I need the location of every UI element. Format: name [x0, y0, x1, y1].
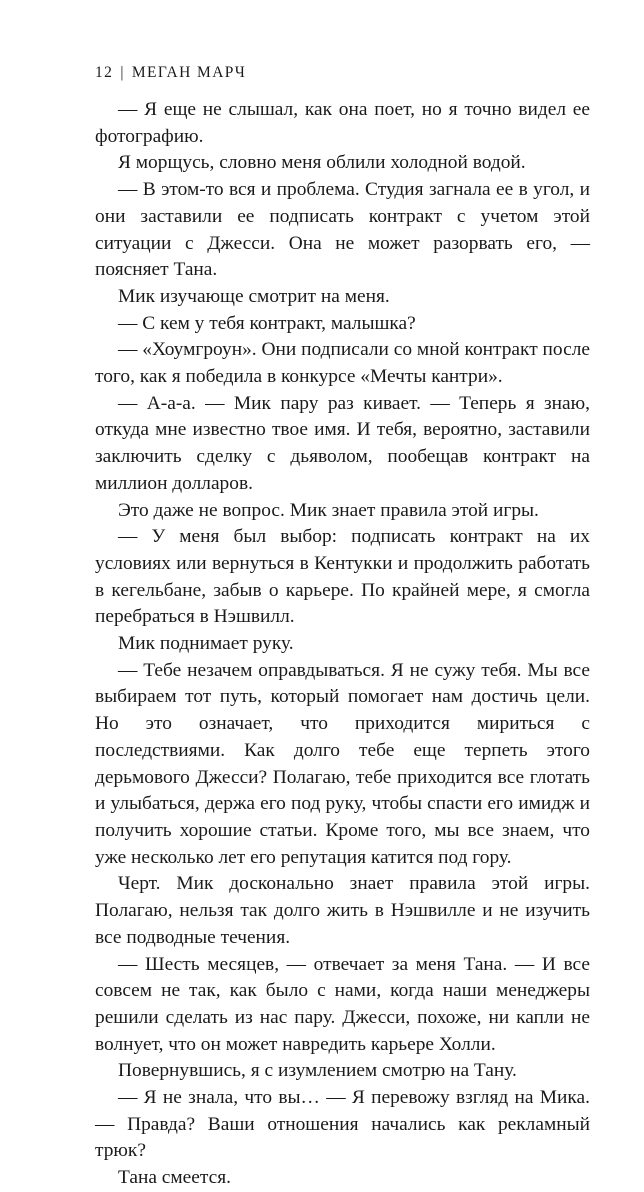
paragraph: — Я еще не слышал, как она поет, но я точно видел ее фотографию. — [95, 99, 590, 147]
body-text — [95, 97, 590, 1192]
page-number: 12 — [95, 64, 114, 81]
paragraph: — Я не знала, что вы… — Я перевожу взгляд на Мика. — Правда? Ваши отношения начались как рекламный трюк? — [95, 1087, 590, 1162]
paragraph: — С кем у тебя контракт, малышка? — [118, 312, 416, 334]
paragraph: Черт. Мик досконально знает правила этой игры. Полагаю, нельзя так долго жить в Нэшвилле и не изучить все подводные течения. — [95, 873, 590, 948]
running-title: МЕГАН МАРЧ — [131, 64, 247, 81]
paragraph: — Шесть месяцев, — отвечает за меня Тана. — И все совсем не так, как было с нами, когда наши менеджеры решили сделать из нас пару. Джесси, похоже, ни капли не волнует, что он может навредить карьере Холли. — [95, 953, 590, 1055]
paragraph: — «Хоумгроун». Они подписали со мной контракт после того, как я победила в конкурсе «Мечты кантри». — [95, 339, 590, 388]
running-header — [95, 64, 246, 82]
header-separator: | — [120, 64, 125, 81]
paragraph: — В этом-то вся и проблема. Студия загнала ее в угол, и они заставили ее подписать контракт с учетом этой ситуации с Джесси. Она не может разорвать его, — поясняет Тана. — [95, 179, 590, 281]
paragraph: Я морщусь, словно меня облили холодной водой. — [118, 152, 526, 174]
paragraph: — У меня был выбор: подписать контракт на их условиях или вернуться в Кентукки и продолжить работать в кегельбане, забыв о карьере. По крайней мере, я смогла перебраться в Нэшвилл. — [95, 526, 590, 628]
paragraph: Мик изучающе смотрит на меня. — [118, 285, 390, 307]
paragraph: Мик поднимает руку. — [118, 633, 294, 655]
paragraph: Это даже не вопрос. Мик знает правила этой игры. — [118, 499, 539, 521]
paragraph: — Тебе незачем оправдываться. Я не сужу тебя. Мы все выбираем тот путь, который помогает нам достичь цели. Но это означает, что приходится мириться с последствиями. Как долго тебе еще терпеть этого дерьмового Джесси? Полагаю, тебе приходится все глотать и улыбаться, держа его под руку, чтобы спасти его имидж и получить хорошие статьи. Кроме того, мы все знаем, что уже несколько лет его репутация катится под гору. — [95, 659, 590, 868]
paragraph: Тана смеется. — [118, 1167, 231, 1189]
paragraph: — А-а-а. — Мик пару раз кивает. — Теперь я знаю, откуда мне известно твое имя. И тебя, вероятно, заставили заключить сделку с дьяволом, пообещав контракт на миллион долларов. — [95, 392, 590, 494]
paragraph: Повернувшись, я с изумлением смотрю на Тану. — [118, 1060, 517, 1082]
